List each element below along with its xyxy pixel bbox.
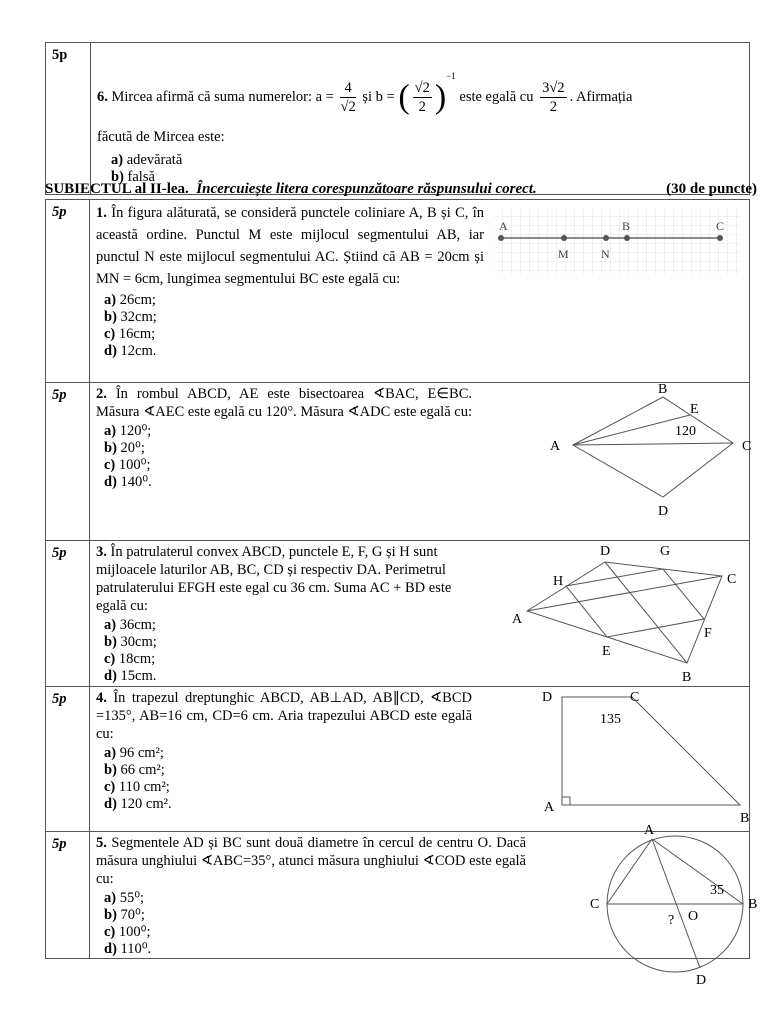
svg-text:A: A (499, 219, 508, 233)
text: și b = (362, 89, 395, 105)
svg-text:G: G (660, 544, 671, 559)
option-a[interactable]: a) 55⁰; (104, 890, 145, 906)
section-title: SUBIECTUL al II-lea. (45, 181, 189, 197)
svg-text:F: F (704, 626, 712, 641)
svg-text:135: 135 (600, 712, 621, 727)
option-c[interactable]: c) 18cm; (104, 651, 156, 667)
text: făcută de Mircea este: (97, 128, 225, 145)
svg-text:C: C (590, 897, 600, 912)
svg-text:D: D (600, 544, 611, 559)
points: 5p (46, 687, 90, 832)
fraction-a: $\frac{4}{√2}$ (340, 80, 356, 116)
q6-statement: 6. Mircea afirmă că suma numerelor: a = $\frac{4}{√2}$ și b = ( $\frac{√2}{2}$ )$^{-1}$ este egală cu $\frac{3√2}{2}$ . Afirmația (97, 71, 633, 116)
option-c[interactable]: c) 100⁰; (104, 924, 151, 940)
points: 5p (46, 541, 90, 687)
text: Mircea afirmă că suma numerelor: a = (111, 89, 334, 105)
question-3: 3. În patrulaterul convex ABCD, punctele E, F, G și H sunt mijloacele laturilor AB, BC, CD și respectiv DA. Perimetrul patrulaterului EFGH este egal cu 36 cm. Suma AC + BD este egală cu: (96, 544, 452, 614)
svg-text:C: C (630, 690, 640, 705)
section-2-table (45, 199, 758, 988)
option-a[interactable]: a) 26cm; (104, 292, 156, 308)
option-b[interactable]: b) 32cm; (104, 309, 157, 325)
option-b[interactable]: b) 70⁰; (104, 907, 145, 923)
option-b[interactable]: b) 20⁰; (104, 440, 145, 456)
svg-text:E: E (602, 644, 611, 659)
option-a[interactable]: a) 120⁰; (104, 423, 152, 439)
figure-collinear-points (494, 208, 740, 274)
points: 5p (46, 43, 91, 195)
svg-text:A: A (544, 800, 555, 815)
svg-text:B: B (748, 897, 758, 912)
svg-text:B: B (682, 670, 692, 685)
question-2: 2. În rombul ABCD, AE este bisectoarea ∢BAC, E∈BC. Măsura ∢AEC este egală cu 120°. Măsura ∢ADC este egală cu: (96, 386, 472, 420)
section-instruction: Încercuiește litera corespunzătoare răspunsului corect. (196, 181, 537, 197)
svg-text:D: D (696, 973, 707, 988)
option-b[interactable]: b) 66 cm²; (104, 762, 165, 778)
section-points: (30 de puncte) (666, 181, 757, 197)
section-header (45, 181, 757, 198)
option-d[interactable]: d) 15cm. (104, 668, 157, 684)
option-d[interactable]: d) 12cm. (104, 343, 157, 359)
svg-text:B: B (740, 811, 750, 826)
option-c[interactable]: c) 100⁰; (104, 457, 151, 473)
figure-circle (560, 823, 760, 988)
question-1: 1. În figura alăturată, se consideră punctele coliniare A, B și C, în această ordine. Punctul M este mijlocul segmentului AB, iar punctul N este mijlocul segmentului AC. Știind că AB = 20cm și MN = 6cm, lungimea segmentului BC este egală cu: (96, 205, 485, 287)
option-a[interactable]: a) 36cm; (104, 617, 156, 633)
figure-rhombus (500, 383, 750, 541)
svg-text:D: D (658, 504, 669, 519)
svg-text:35: 35 (710, 883, 724, 898)
svg-text:?: ? (668, 913, 675, 928)
svg-text:A: A (550, 439, 561, 454)
svg-text:O: O (688, 909, 699, 924)
svg-text:N: N (601, 247, 610, 261)
figure-quadrilateral (482, 541, 752, 687)
svg-text:B: B (622, 219, 631, 233)
svg-text:A: A (644, 823, 655, 838)
figure-trapezoid (530, 687, 755, 832)
option-a[interactable]: a) 96 cm²; (104, 745, 164, 761)
svg-text:B: B (658, 382, 668, 397)
svg-text:H: H (553, 574, 564, 589)
fraction-c: $\frac{3√2}{2}$ (542, 80, 565, 116)
question-4: 4. În trapezul dreptunghic ABCD, AB⊥AD, AB∥CD, ∢BCD =135°, AB=16 cm, CD=6 cm. Aria trapezului ABCD este egală cu: (96, 690, 472, 742)
option-d[interactable]: d) 110⁰. (104, 941, 152, 957)
text: este egală cu (459, 89, 534, 105)
option-c[interactable]: c) 110 cm²; (104, 779, 170, 795)
question-6-table (45, 42, 750, 195)
svg-text:D: D (542, 690, 553, 705)
svg-text:A: A (512, 612, 523, 627)
svg-text:120: 120 (675, 424, 696, 439)
option-d[interactable]: d) 120 cm². (104, 796, 172, 812)
option-a[interactable]: a) adevărată (111, 151, 183, 168)
svg-text:C: C (716, 219, 725, 233)
fraction-b: $\frac{√2}{2}$ (414, 80, 430, 116)
question-5: 5. Segmentele AD și BC sunt două diametre în cercul de centru O. Dacă măsura unghiului ∢ABC=35°, atunci măsura unghiului ∢COD este egală cu: (96, 835, 526, 887)
option-d[interactable]: d) 140⁰. (104, 474, 152, 490)
svg-text:C: C (742, 439, 752, 454)
option-c[interactable]: c) 16cm; (104, 326, 156, 342)
points: 5p (46, 832, 90, 959)
svg-text:C: C (727, 572, 737, 587)
q-number: 6. (97, 89, 108, 105)
svg-text:M: M (558, 247, 569, 261)
svg-text:E: E (690, 402, 699, 417)
points: 5p (46, 383, 90, 541)
points: 5p (46, 200, 90, 383)
option-b[interactable]: b) falsă (111, 168, 155, 185)
option-b[interactable]: b) 30cm; (104, 634, 157, 650)
